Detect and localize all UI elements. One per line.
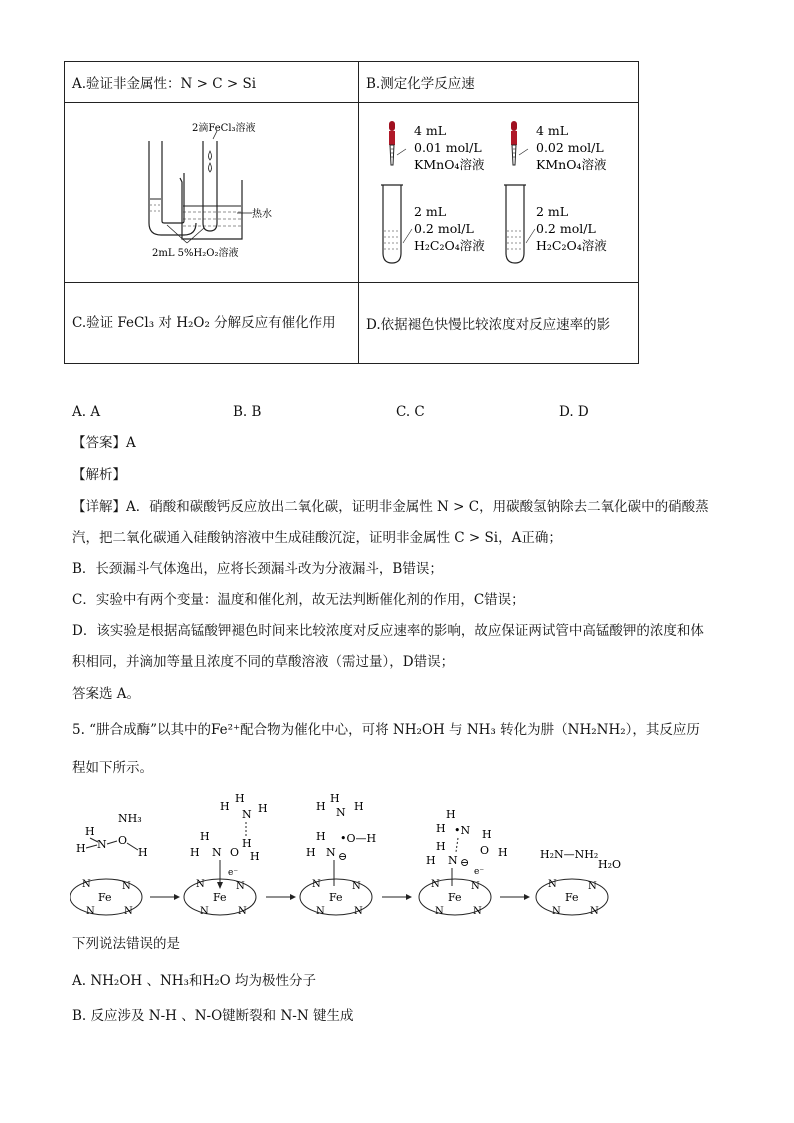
left-oxalic-name: H₂C₂O₄溶液 [414, 238, 485, 253]
electron-label: e⁻ [228, 868, 239, 878]
svg-text:N: N [590, 906, 599, 917]
option-c-label: C.验证 FeCl₃ 对 H₂O₂ 分解反应有催化作用 [72, 315, 336, 331]
svg-text:O: O [230, 846, 240, 859]
right-oxalic-volume: 2 mL [536, 204, 569, 219]
fe-center-label: Fe [98, 891, 112, 904]
figure-c-cell [65, 103, 359, 283]
svg-text:H: H [190, 846, 200, 859]
svg-text:N: N [448, 854, 458, 867]
svg-text:H: H [446, 808, 456, 821]
svg-text:H: H [235, 792, 245, 805]
question5-stem: 5. “肼合成酶”以其中的Fe²⁺配合物为催化中心，可将 NH₂OH 与 NH₃ 转化为肼（NH₂NH₂），其反应历 [72, 722, 700, 738]
test-tube-icon [383, 185, 401, 263]
svg-text:N: N [122, 881, 131, 892]
fe-center-label: Fe [213, 891, 227, 904]
svg-text:N: N [588, 881, 597, 892]
test-tube-icon [506, 185, 524, 263]
water-product: H₂O [598, 858, 622, 871]
svg-text:N: N [354, 906, 363, 917]
choice-b: B. B [233, 404, 262, 420]
svg-text:H: H [76, 842, 86, 855]
svg-text:N: N [212, 846, 222, 859]
dropper-bulb-icon [389, 121, 395, 131]
svg-text:N: N [124, 906, 133, 917]
svg-text:N: N [236, 881, 245, 892]
choice-a: A. A [72, 404, 101, 420]
svg-text:N: N [471, 881, 480, 892]
svg-text:H: H [316, 800, 326, 813]
electron-label: e⁻ [474, 867, 485, 877]
svg-text:O: O [480, 844, 490, 857]
fe-center-label: Fe [329, 891, 343, 904]
svg-text:N: N [552, 906, 561, 917]
svg-text:N: N [326, 846, 336, 859]
option-d-cell [359, 283, 639, 364]
svg-text:H: H [85, 825, 95, 838]
option-d-label: D.依据褪色快慢比较浓度对反应速率的影 [366, 317, 611, 333]
svg-text:N: N [97, 838, 107, 851]
hydrazine-product: H₂N—NH₂ [540, 848, 599, 861]
option-c-cell [65, 283, 359, 364]
dropper-bulb-icon [511, 121, 517, 131]
svg-text:N: N [86, 906, 95, 917]
option-b-cell [359, 62, 639, 103]
svg-text:N: N [435, 906, 444, 917]
svg-text:H: H [250, 850, 260, 863]
fe-center-label: Fe [448, 891, 462, 904]
analysis-header: 【解析】 [72, 467, 126, 483]
question5-stem-cont: 程如下所示。 [72, 760, 153, 776]
left-oxalic-conc: 0.2 mol/L [414, 221, 474, 236]
svg-text:N: N [312, 879, 321, 890]
left-kmno4-name: KMnO₄溶液 [414, 157, 485, 172]
svg-text:N: N [316, 906, 325, 917]
svg-text:N: N [473, 906, 482, 917]
svg-text:N: N [352, 881, 361, 892]
explanation-line: 答案选 A。 [72, 686, 141, 702]
catalysis-apparatus-figure [72, 103, 351, 278]
option-a-label: A.验证非金属性：N > C > Si [72, 76, 257, 92]
svg-text:H: H [258, 802, 268, 815]
nh3-label: NH₃ [118, 812, 142, 825]
svg-text:H: H [200, 830, 210, 843]
right-oxalic-conc: 0.2 mol/L [536, 221, 596, 236]
svg-text:N: N [548, 879, 557, 890]
svg-text:H: H [482, 828, 492, 841]
svg-text:H: H [354, 800, 364, 813]
hot-water-label: 热水 [252, 209, 272, 220]
reaction-rate-figure [366, 103, 631, 278]
svg-text:N: N [431, 879, 440, 890]
charge-icon: ⊖ [460, 856, 470, 869]
question5-option-b: B. 反应涉及 N-H 、N-O键断裂和 N-N 键生成 [72, 1008, 354, 1024]
right-kmno4-volume: 4 mL [536, 123, 569, 138]
left-kmno4-volume: 4 mL [414, 123, 447, 138]
left-oxalic-volume: 2 mL [414, 204, 447, 219]
svg-text:N: N [200, 906, 209, 917]
hydroxyl-radical-label: •O—H [340, 832, 377, 845]
right-kmno4-conc: 0.02 mol/L [536, 140, 604, 155]
svg-text:H: H [436, 822, 446, 835]
explanation-line: 积相同，并滴加等量且浓度不同的草酸溶液（需过量），D错误； [72, 654, 455, 670]
svg-text:N: N [336, 806, 346, 819]
svg-text:H: H [242, 837, 252, 850]
explanation-line: B．长颈漏斗气体逸出，应将长颈漏斗改为分液漏斗，B错误； [72, 561, 443, 577]
svg-text:H: H [498, 846, 508, 859]
svg-text:H: H [426, 854, 436, 867]
svg-text:H: H [316, 830, 326, 843]
figure-d-cell [359, 103, 639, 283]
mechanism-diagram [70, 790, 630, 925]
choice-c: C. C [396, 404, 425, 420]
svg-text:N: N [238, 906, 247, 917]
right-kmno4-name: KMnO₄溶液 [536, 157, 607, 172]
explanation-line: 汽，把二氧化碳通入硅酸钠溶液中生成硅酸沉淀，证明非金属性 C > Si，A正确； [72, 530, 562, 546]
fecl3-drop-label: 2滴FeCl₃溶液 [192, 123, 256, 134]
left-kmno4-conc: 0.01 mol/L [414, 140, 482, 155]
option-a-cell [65, 62, 359, 103]
explanation-line: 【详解】A．硝酸和碳酸钙反应放出二氧化碳，证明非金属性 N > C，用碳酸氢钠除去二氧化碳中的硝酸蒸 [72, 499, 709, 515]
question5-option-a: A. NH₂OH 、NH₃和H₂O 均为极性分子 [72, 973, 317, 989]
svg-text:N: N [196, 879, 205, 890]
svg-text:•N: •N [454, 824, 471, 837]
h2o2-solution-label: 2mL 5%H₂O₂溶液 [152, 248, 239, 259]
explanation-line: C．实验中有两个变量：温度和催化剂，故无法判断催化剂的作用，C错误； [72, 592, 525, 608]
svg-text:H: H [306, 846, 316, 859]
option-b-label: B.测定化学反应速 [366, 76, 475, 92]
svg-text:O: O [118, 834, 128, 847]
svg-text:H: H [138, 846, 148, 859]
charge-icon: ⊖ [338, 850, 348, 863]
question5-prompt: 下列说法错误的是 [72, 936, 180, 952]
explanation-line: D．该实验是根据高锰酸钾褪色时间来比较浓度对反应速率的影响，故应保证两试管中高锰酸钾的浓度和体 [72, 623, 704, 639]
svg-text:H: H [220, 800, 230, 813]
fe-center-label: Fe [565, 891, 579, 904]
svg-text:N: N [82, 879, 91, 890]
options-table [64, 61, 639, 364]
svg-text:H: H [330, 792, 340, 805]
svg-text:H: H [436, 840, 446, 853]
choice-d: D. D [559, 404, 589, 420]
svg-text:N: N [242, 808, 252, 821]
answer-line: 【答案】A [72, 435, 136, 451]
right-oxalic-name: H₂C₂O₄溶液 [536, 238, 607, 253]
